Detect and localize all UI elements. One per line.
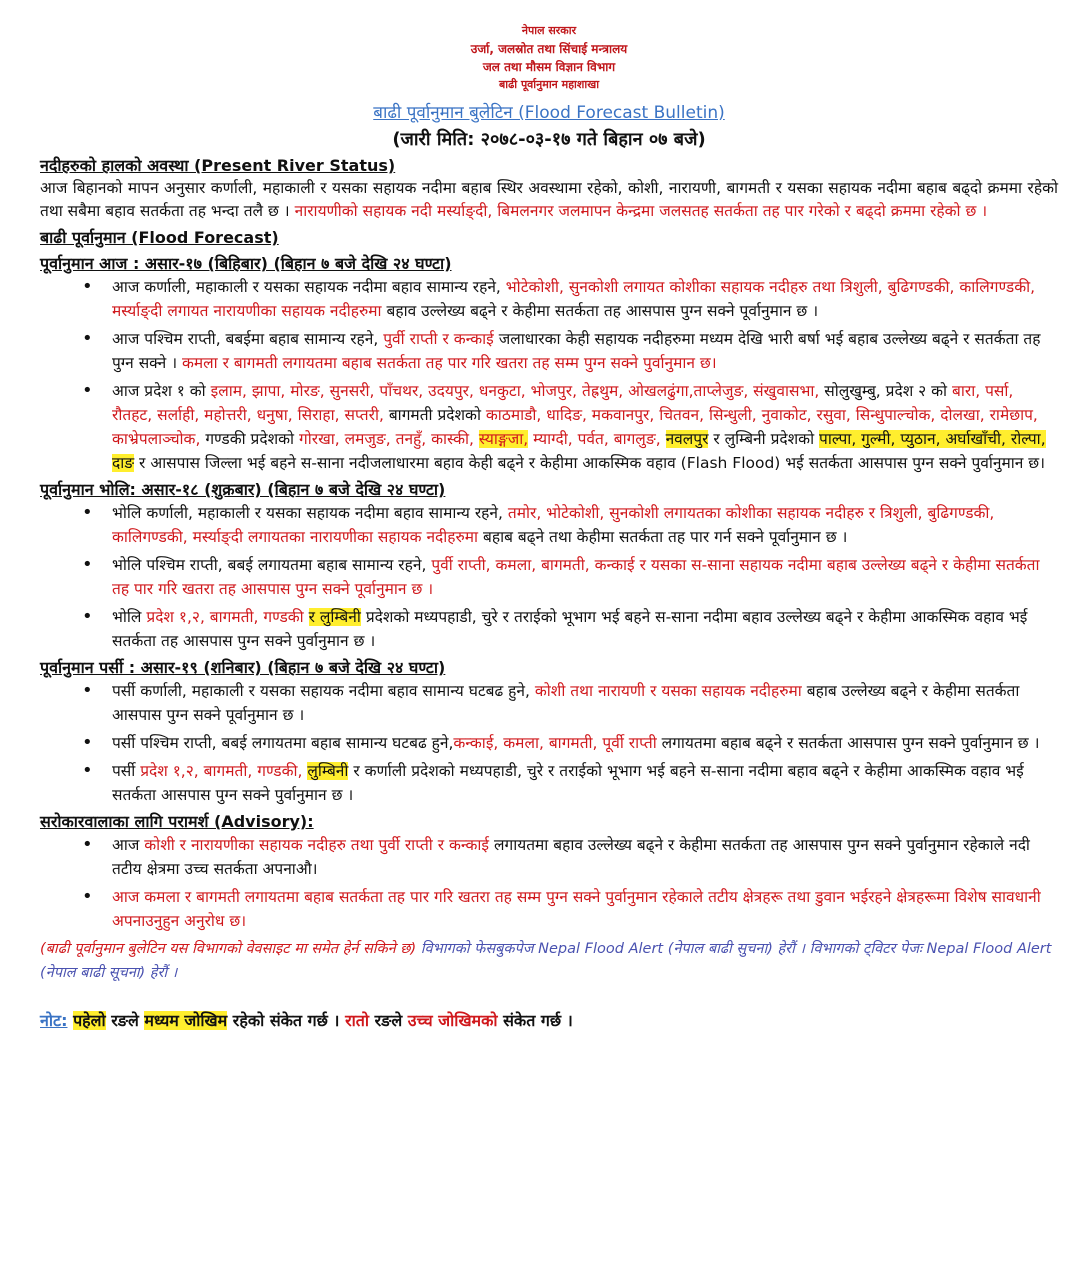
legend-red-word: रातो bbox=[345, 1011, 370, 1030]
legend-yellow-word: पहेलो bbox=[73, 1011, 106, 1030]
advisory-list bbox=[82, 833, 1058, 933]
tomorrow-list bbox=[82, 501, 1058, 653]
letterhead bbox=[40, 0, 1058, 94]
list-item: • आज कर्णाली, महाकाली र यसका सहायक नदीमा बहाव सामान्य रहने, भोटेकोशी, सुनकोशी लगायत कोशीका सहायक नदीहरु तथा त्रिशुली, बुढिगण्डकी, कालिगण्डकी, मर्स्याङ्दी लगायत नारायणीका सहायक नदीहरुमा बहाव उल्लेख्य बढ्ने र केहीमा सतर्कता तह आसपास पुग्न सक्ने पूर्वानुमान छ । bbox=[82, 275, 1058, 323]
list-item: • भोलि पश्चिम राप्ती, बबई लगायतमा बहाब सामान्य रहने, पुर्वी राप्ती, कमला, बागमती, कन्काई र यसका स-साना सहायक नदीमा बहाब उल्लेख्य बढ्ने र केहीमा सतर्कता तह पार गरि खतरा तह आसपास पुग्न सक्ने पूर्वानुमान छ । bbox=[82, 553, 1058, 601]
legend-yellow-meaning: मध्यम जोखिम bbox=[144, 1011, 228, 1030]
present-status-text: आज बिहानको मापन अनुसार कर्णाली, महाकाली र यसका सहायक नदीमा बहाब स्थिर अवस्थामा रहेको, कोशी, नारायणी, बागमती र यसका सहायक नदीमा बहाब बढ्दो क्रममा रहेको तथा सबैमा बहाव सतर्कता तह भन्दा तलै छ । नारायणीको सहायक नदी मर्स्याङ्दी, बिमलनगर जलमापन केन्द्रमा जलसतह सतर्कता तह पार गरेको र बढ्दो क्रममा रहेको छ । bbox=[40, 179, 1058, 220]
list-item: • आज कोशी र नारायणीका सहायक नदीहरु तथा पुर्वी राप्ती र कन्काई लगायतमा बहाव उल्लेख्य बढ्ने र केहीमा सतर्कता तह आसपास पुग्न सक्ने पुर्वानुमान रहेकाले नदी तटीय क्षेत्रमा उच्च सतर्कता अपनाऔ। bbox=[82, 833, 1058, 881]
list-item: • पर्सी पश्चिम राप्ती, बबई लगायतमा बहाब सामान्य घटबढ हुने,कन्काई, कमला, बागमती, पूर्वी राप्ती लगायतमा बहाब बढ्ने र सतर्कता आसपास पुग्न सक्ने पुर्वानुमान छ । bbox=[82, 731, 1058, 755]
list-item: • आज कमला र बागमती लगायतमा बहाब सतर्कता तह पार गरि खतरा तह सम्म पुग्न सक्ने पुर्वानुमान रहेकाले तटीय क्षेत्रहरू तथा डुवान भईरहने क्षेत्रहरूमा विशेष सावधानी अपनाउनुहुन अनुरोध छ। bbox=[82, 885, 1058, 933]
issue-date: (जारी मिति: २०७८-०३-१७ गते बिहान ०७ बजे) bbox=[392, 129, 706, 150]
tomorrow-heading: पूर्वानुमान भोलि: असार-१८ (शुक्रबार) (बिहान ७ बजे देखि २४ घण्टा) bbox=[40, 480, 446, 499]
today-heading: पूर्वानुमान आज : असार-१७ (बिहिबार) (बिहान ७ बजे देखि २४ घण्टा) bbox=[40, 254, 452, 273]
today-list bbox=[82, 275, 1058, 475]
legend-label: नोट: bbox=[40, 1011, 68, 1030]
department-name: जल तथा मौसम विज्ञान विभाग bbox=[482, 60, 616, 74]
gov-name: नेपाल सरकार bbox=[521, 24, 577, 37]
present-status-heading: नदीहरुको हालको अवस्था (Present River Status) bbox=[40, 156, 396, 175]
list-item: • पर्सी प्रदेश १,२, बागमती, गण्डकी, लुम्बिनी र कर्णाली प्रदेशको मध्यपहाडी, चुरे र तराईको भूभाग भई बहने स-साना नदीमा बहाव बढ्ने र केहीमा आकस्मिक वहाव भई सतर्कता आसपास पुग्न सक्ने पुर्वानुमान छ । bbox=[82, 759, 1058, 807]
division-name: बाढी पूर्वानुमान महाशाखा bbox=[498, 78, 600, 91]
website-note: (बाढी पूर्वानुमान बुलेटिन यस विभागको वेवसाइट मा समेत हेर्न सकिने छ) विभागको फेसबुकपेज Nepal Flood Alert (नेपाल बाढी सुचना) हेरौं । विभागको ट्विटर पेजः Nepal Flood Alert (नेपाल बाढी सूचना) हेरौं । bbox=[40, 941, 1052, 981]
list-item: • आज पश्चिम राप्ती, बबईमा बहाब सामान्य रहने, पुर्वी राप्ती र कन्काई जलाधारका केही सहायक नदीहरुमा मध्यम देखि भारी बर्षा भई बहाब उल्लेख्य बढ्ने र सतर्कता तह पुग्न सक्ने । कमला र बागमती लगायतमा बहाब सतर्कता तह पार गरि खतरा तह सम्म पुग्न सक्ने पुर्वानुमान छ। bbox=[82, 327, 1058, 375]
dayafter-list bbox=[82, 679, 1058, 807]
list-item: • आज प्रदेश १ को इलाम, झापा, मोरङ, सुनसरी, पाँचथर, उदयपुर, धनकुटा, भोजपुर, तेह्रथुम, ओखलढुंगा,ताप्लेजुङ, संखुवासभा, सोलुखुम्बु, प्रदेश २ को बारा, पर्सा, रौतहट, सर्लाही, महोत्तरी, धनुषा, सिराहा, सप्तरी, बागमती प्रदेशको काठमाडौ, धादिङ, मकवानपुर, चितवन, सिन्धुली, नुवाकोट, रसुवा, सिन्धुपाल्चोक, दोलखा, रामेछाप, काभ्रेपलाञ्चोक, गण्डकी प्रदेशको गोरखा, लमजुङ, तनहुँ, कास्की, स्याङ्गजा, म्याग्दी, पर्वत, बागलुङ, नवलपुर र लुम्बिनी प्रदेशको पाल्पा, गुल्मी, प्युठान, अर्घाखाँची, रोल्पा, दाङ र आसपास जिल्ला भई बहने स-साना नदीजलाधारमा बहाव केही बढ्ने र केहीमा आकस्मिक वहाव (Flash Flood) भई सतर्कता आसपास पुग्न सक्ने पुर्वानुमान छ। bbox=[82, 379, 1058, 475]
color-legend: नोट: पहेलो रङले मध्यम जोखिम रहेको संकेत गर्छ । रातो रङले उच्च जोखिमको संकेत गर्छ । bbox=[40, 1011, 573, 1030]
list-item: • भोलि प्रदेश १,२, बागमती, गण्डकी र लुम्बिनी प्रदेशको मध्यपहाडी, चुरे र तराईको भूभाग भई बहने स-साना नदीमा बहाव उल्लेख्य बढ्ने र केहीमा आकस्मिक वहाव भई सतर्कता तह आसपास पुग्न सक्ने पुर्वानुमान छ । bbox=[82, 605, 1058, 653]
advisory-heading: सरोकारवालाका लागि परामर्श (Advisory): bbox=[40, 812, 314, 831]
bulletin-title: बाढी पूर्वानुमान बुलेटिन (Flood Forecast Bulletin) bbox=[373, 103, 725, 123]
list-item: • भोलि कर्णाली, महाकाली र यसका सहायक नदीमा बहाव सामान्य रहने, तमोर, भोटेकोशी, सुनकोशी लगायतका कोशीका सहायक नदीहरु र त्रिशुली, बुढिगण्डकी, कालिगण्डकी, मर्स्याङ्दी लगायतका नारायणीका सहायक नदीहरुमा बहाब बढ्ने तथा केहीमा सतर्कता तह पार गर्न सक्ने पूर्वानुमान छ । bbox=[82, 501, 1058, 549]
flood-forecast-heading: बाढी पूर्वानुमान (Flood Forecast) bbox=[40, 228, 279, 247]
list-item: • पर्सी कर्णाली, महाकाली र यसका सहायक नदीमा बहाव सामान्य घटबढ हुने, कोशी तथा नारायणी र यसका सहायक नदीहरुमा बहाब उल्लेख्य बढ्ने र केहीमा सतर्कता आसपास पुग्न सक्ने पूर्वानुमान छ । bbox=[82, 679, 1058, 727]
ministry-name: उर्जा, जलस्रोत तथा सिंचाई मन्त्रालय bbox=[470, 42, 628, 56]
dayafter-heading: पूर्वानुमान पर्सी : असार-१९ (शनिबार) (बिहान ७ बजे देखि २४ घण्टा) bbox=[40, 658, 446, 677]
legend-red-meaning: उच्च जोखिमको bbox=[407, 1011, 498, 1030]
